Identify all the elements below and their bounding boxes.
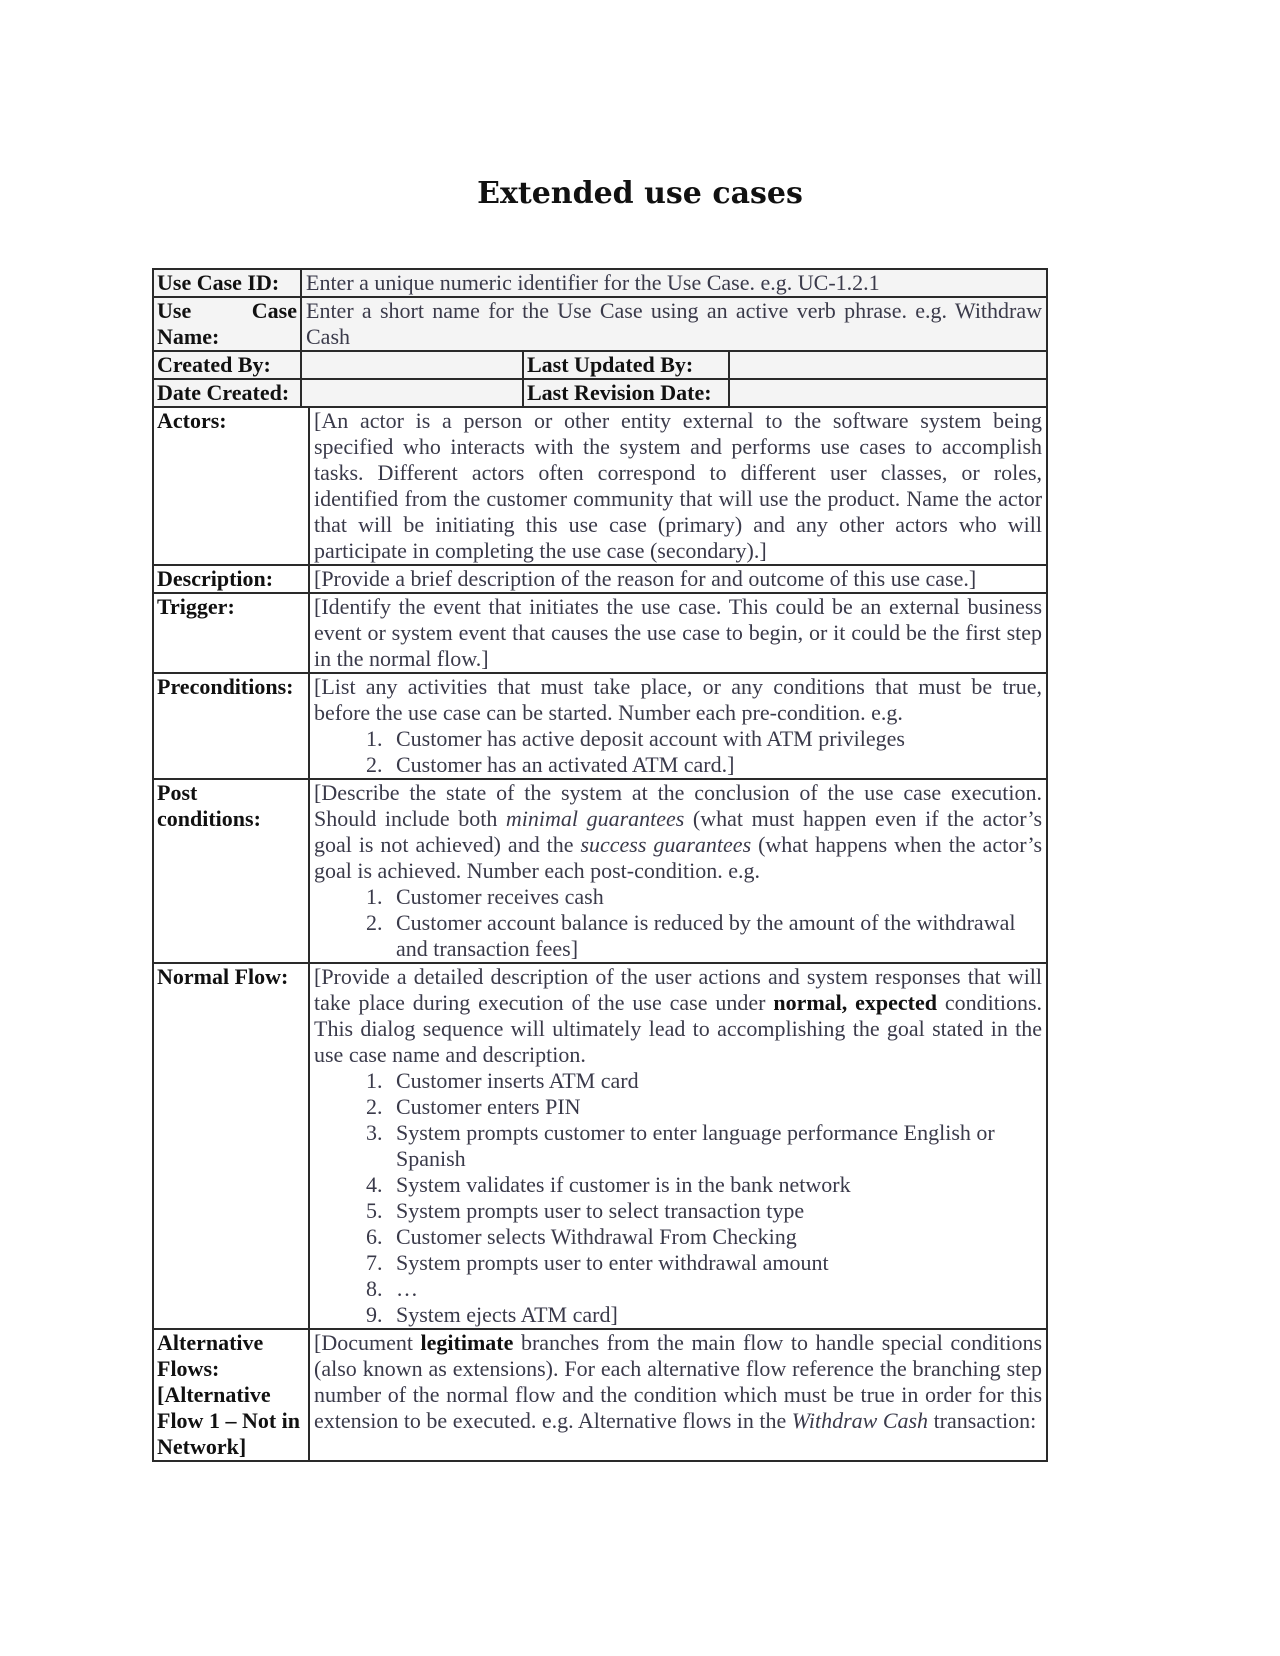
- normal-flow-text-b: conditions. This dialog sequence will ultimately lead to accomplishing the goal stated in the use case name and description.: [314, 990, 1043, 1067]
- use-case-id-value[interactable]: Enter a unique numeric identifier for the Use Case. e.g. UC-1.2.1: [301, 269, 1047, 297]
- alt-strong: legitimate: [420, 1330, 514, 1355]
- postconditions-text: [314, 780, 1042, 884]
- postconditions-em-success: success guarantees: [580, 832, 752, 857]
- last-updated-by-label: Last Updated By:: [523, 351, 729, 379]
- alt-em: Withdraw Cash: [791, 1408, 929, 1433]
- use-case-name-label: [153, 297, 301, 351]
- list-item: 2. Customer has an activated ATM card.]: [388, 752, 1042, 778]
- alt-label-line4: Flow 1 – Not in: [157, 1408, 300, 1433]
- row-postconditions: [153, 779, 1047, 963]
- row-actors: [153, 407, 1047, 565]
- postconditions-list: [314, 884, 1042, 962]
- postconditions-label-line2: conditions:: [157, 806, 261, 831]
- actors-label: Actors:: [153, 407, 309, 565]
- list-item: 7. System prompts user to enter withdrawal amount: [388, 1250, 1042, 1276]
- row-date-created: [153, 379, 1047, 407]
- last-revision-date-value[interactable]: [729, 379, 1047, 407]
- list-item: 8. …: [388, 1276, 1042, 1302]
- preconditions-text: [List any activities that must take place, or any conditions that must be true, before the use case can be started. Number each pre-condition. e.g.: [314, 674, 1043, 725]
- list-item: 6. Customer selects Withdrawal From Checking: [388, 1224, 1042, 1250]
- page-title: Extended use cases: [477, 176, 803, 211]
- row-description: [153, 565, 1047, 593]
- normal-flow-text: [314, 964, 1042, 1068]
- row-trigger: [153, 593, 1047, 673]
- preconditions-cell: [309, 673, 1047, 779]
- use-case-table: [152, 268, 1048, 1462]
- trigger-label: Trigger:: [153, 593, 309, 673]
- alt-label-line5: Network]: [157, 1434, 247, 1459]
- list-item: 2. Customer enters PIN: [388, 1094, 1042, 1120]
- postconditions-label-line1: Post: [157, 780, 198, 805]
- description-text: [Provide a brief description of the reason for and outcome of this use case.]: [309, 565, 1047, 593]
- list-item: 1. Customer receives cash: [388, 884, 1042, 910]
- list-item: 9. System ejects ATM card]: [388, 1302, 1042, 1328]
- normal-flow-label: Normal Flow:: [153, 963, 309, 1329]
- alternative-flows-text: [309, 1329, 1047, 1461]
- list-item: 1. Customer has active deposit account with ATM privileges: [388, 726, 1042, 752]
- list-item: 2. Customer account balance is reduced by the amount of the withdrawal and transaction fees]: [388, 910, 1042, 962]
- row-use-case-id: [153, 269, 1047, 297]
- normal-flow-text-a: [Provide a detailed description of the user actions and system responses that will take place during execution of the use case under: [314, 964, 1043, 1015]
- normal-flow-cell: [309, 963, 1047, 1329]
- alt-label-line3: [Alternative: [157, 1382, 271, 1407]
- row-created-by: [153, 351, 1047, 379]
- last-revision-date-label: Last Revision Date:: [523, 379, 729, 407]
- row-normal-flow: [153, 963, 1047, 1329]
- actors-text: [An actor is a person or other entity external to the software system being specified who interacts with the system and performs use cases to accomplish tasks. Different actors often correspond to different user classes, or roles, identified from the customer community that will use the product. Name the actor that will be initiating this use case (primary) and any other actors who will participate in completing the use case (secondary).]: [309, 407, 1047, 565]
- row-preconditions: [153, 673, 1047, 779]
- created-by-label: Created By:: [153, 351, 301, 379]
- alt-text-a: [Document: [314, 1330, 421, 1355]
- postconditions-text-a: [Describe the state of the system at the conclusion of the use case execution. Should include both: [314, 780, 1043, 831]
- use-case-name-value[interactable]: Enter a short name for the Use Case using an active verb phrase. e.g. Withdraw Cash: [301, 297, 1047, 351]
- preconditions-list: [314, 726, 1042, 778]
- list-item: 4. System validates if customer is in the bank network: [388, 1172, 1042, 1198]
- list-item: 3. System prompts customer to enter language performance English or Spanish: [388, 1120, 1042, 1172]
- postconditions-label: [153, 779, 309, 963]
- created-by-value[interactable]: [301, 351, 523, 379]
- alt-text-c: transaction:: [928, 1408, 1037, 1433]
- use-case-name-label-line2: Name:: [157, 324, 220, 349]
- alt-text-b: branches from the main flow to handle special conditions (also known as extensions). For each alternative flow reference the branching step number of the normal flow and the condition which must be true in order for this extension to be executed. e.g. Alternative flows in the: [314, 1330, 1043, 1433]
- postconditions-em-minimal: minimal guarantees: [505, 806, 685, 831]
- normal-flow-strong: normal, expected: [773, 990, 937, 1015]
- row-use-case-name: [153, 297, 1047, 351]
- postconditions-text-c: (what happens when the actor’s goal is achieved. Number each post-condition. e.g.: [314, 832, 1043, 883]
- date-created-label: Date Created:: [153, 379, 301, 407]
- use-case-name-label-line1: Use Case: [157, 298, 297, 323]
- preconditions-label: Preconditions:: [153, 673, 309, 779]
- last-updated-by-value[interactable]: [729, 351, 1047, 379]
- date-created-value[interactable]: [301, 379, 523, 407]
- postconditions-cell: [309, 779, 1047, 963]
- description-label: Description:: [153, 565, 309, 593]
- alt-label-line1: Alternative: [157, 1330, 264, 1355]
- postconditions-text-b: (what must happen even if the actor’s goal is not achieved) and the: [314, 806, 1043, 857]
- normal-flow-list: [314, 1068, 1042, 1328]
- use-case-id-label: Use Case ID:: [153, 269, 301, 297]
- row-alternative-flows: [153, 1329, 1047, 1461]
- alt-label-line2: Flows:: [157, 1356, 220, 1381]
- list-item: 1. Customer inserts ATM card: [388, 1068, 1042, 1094]
- list-item: 5. System prompts user to select transaction type: [388, 1198, 1042, 1224]
- alternative-flows-label: [153, 1329, 309, 1461]
- trigger-text: [Identify the event that initiates the use case. This could be an external business event or system event that causes the use case to begin, or it could be the first step in the normal flow.]: [309, 593, 1047, 673]
